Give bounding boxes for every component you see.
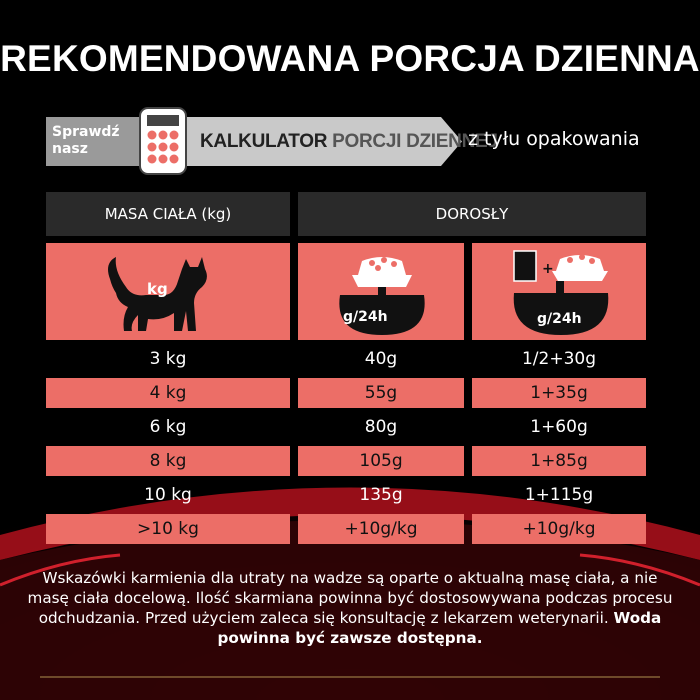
portion-word: PORCJI DZIENNEJ [332, 131, 498, 152]
footer-text: Wskazówki karmienia dla utraty na wadze są oparte o aktualną masę ciała, a nie masę ciała docelową. Ilość skarmiana powinna być dostosowywana podczas procesu odchudzania. Przed użyciem zaleca się konsultację z lekarzem weterynarii. [27, 569, 673, 627]
cat-label: kg [147, 280, 168, 298]
dry-cell: +10g/kg [298, 514, 464, 544]
weight-cell: >10 kg [46, 514, 290, 544]
mixed-cell: 1+85g [472, 446, 646, 476]
mixed-cell: 1+35g [472, 378, 646, 408]
calculator-label [200, 131, 498, 153]
scale-label-mixed: g/24h [537, 311, 582, 327]
banner-suffix: z tyłu opakowania [468, 128, 640, 150]
dry-cell: 55g [298, 378, 464, 408]
check-line-1: Sprawdź [52, 124, 120, 140]
dry-cell: 80g [364, 417, 398, 437]
header-adult: DOROSŁY [298, 192, 646, 236]
check-text [52, 124, 120, 158]
header-weight: MASA CIAŁA (kg) [46, 192, 290, 236]
page-title: REKOMENDOWANA PORCJA DZIENNA [0, 38, 700, 79]
table-row [46, 514, 646, 544]
calculator-word: KALKULATOR [200, 131, 328, 152]
mixed-food-cell [472, 243, 646, 340]
svg-text:+: + [542, 261, 554, 277]
weight-cell: 6 kg [149, 417, 187, 437]
table-row [46, 344, 646, 374]
table-row [46, 378, 646, 408]
mixed-cell: +10g/kg [472, 514, 646, 544]
weight-cell: 4 kg [46, 378, 290, 408]
weight-cell: 10 kg [144, 485, 192, 505]
table-row [46, 480, 646, 510]
dry-cell: 105g [298, 446, 464, 476]
table-row [46, 446, 646, 476]
scale-label-dry: g/24h [343, 309, 388, 325]
table-row [46, 412, 646, 442]
calculator-icon [134, 106, 192, 176]
check-line-2: nasz [52, 141, 88, 157]
footer-note [20, 568, 680, 648]
weight-cell: 3 kg [149, 349, 187, 369]
footer-bold: Woda powinna być zawsze dostępna. [217, 609, 662, 647]
weight-cell: 8 kg [46, 446, 290, 476]
mixed-cell: 1+115g [524, 485, 594, 505]
cat-cell [46, 243, 290, 340]
dry-cell: 135g [359, 485, 403, 505]
dry-cell: 40g [364, 349, 398, 369]
dry-food-cell [298, 243, 464, 340]
mixed-cell: 1+60g [530, 417, 588, 437]
mixed-cell: 1/2+30g [521, 349, 597, 369]
